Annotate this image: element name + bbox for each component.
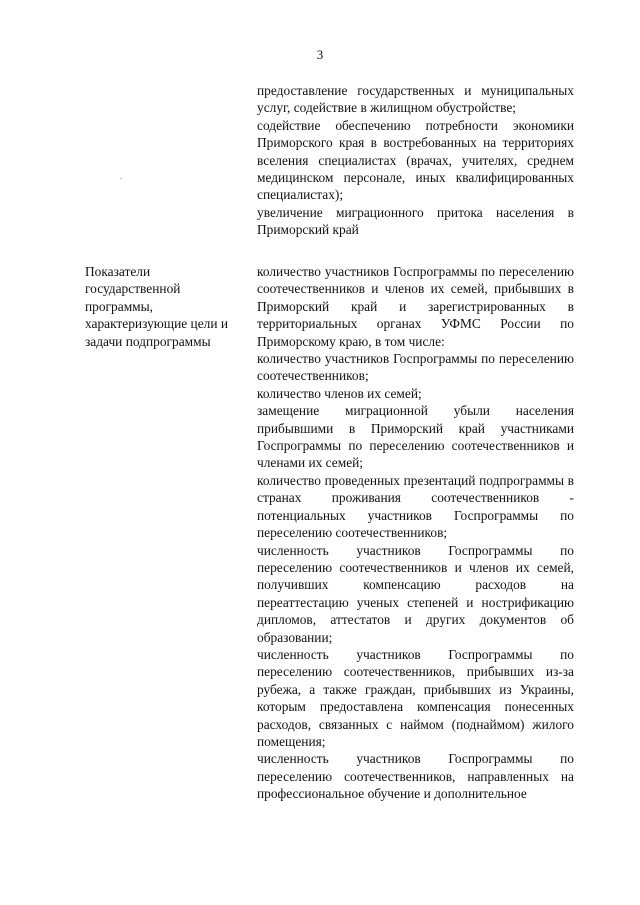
indicator-item: замещение миграционной убыли населения прибывшими в Приморский край участниками Госпрограммы по переселению соотечественников и членами их семей; (257, 403, 574, 471)
top-text-block (257, 82, 574, 239)
page-number: 3 (316, 47, 324, 62)
indicators-list (257, 263, 574, 803)
indicator-item: количество членов их семей; (257, 385, 422, 401)
indicator-item: численность участников Госпрограммы по переселению соотечественников, прибывших из-за рубежа, а также граждан, прибывших из Украины, которым предоставлена компенсация понесенных расходов, связанных с наймом (поднаймом) жилого помещения; (257, 646, 574, 749)
indicator-item: количество участников Госпрограммы по переселению соотечественников; (257, 351, 574, 384)
indicator-item: количество проведенных презентаций подпрограммы в странах проживания соотечественников - потенциальных участников Госпрограммы по переселению соотечественников; (257, 472, 574, 541)
row-label: Показатели государственной программы, характеризующие цели и задачи подпрограммы (85, 264, 229, 349)
top-item: увеличение миграционного притока населения в Приморский край (257, 204, 574, 238)
margin-mark (120, 178, 122, 179)
indicator-item: количество участников Госпрограммы по переселению соотечественников и членов их семей, прибывших в Приморский край и зарегистрированных в территориальных органах УФМС России по Приморскому краю, в том числе: (257, 264, 574, 349)
top-item: содействие обеспечению потребности экономики Приморского края в востребованных на территориях вселения специалистах (врачах, учителях, среднем медицинском персонале, иных квалифицированных специалистах); (257, 117, 574, 203)
top-item: предоставление государственных и муниципальных услуг, содействие в жилищном обустройстве; (257, 83, 574, 116)
indicator-item: численность участников Госпрограммы по переселению соотечественников, направленных на профессиональное обучение и дополнительное (257, 751, 574, 802)
indicator-item: численность участников Госпрограммы по переселению соотечественников и членов их семей, получивших компенсацию расходов на переаттестацию ученых степеней и нострификацию дипломов, аттестатов и других документов об образовании; (257, 542, 574, 645)
